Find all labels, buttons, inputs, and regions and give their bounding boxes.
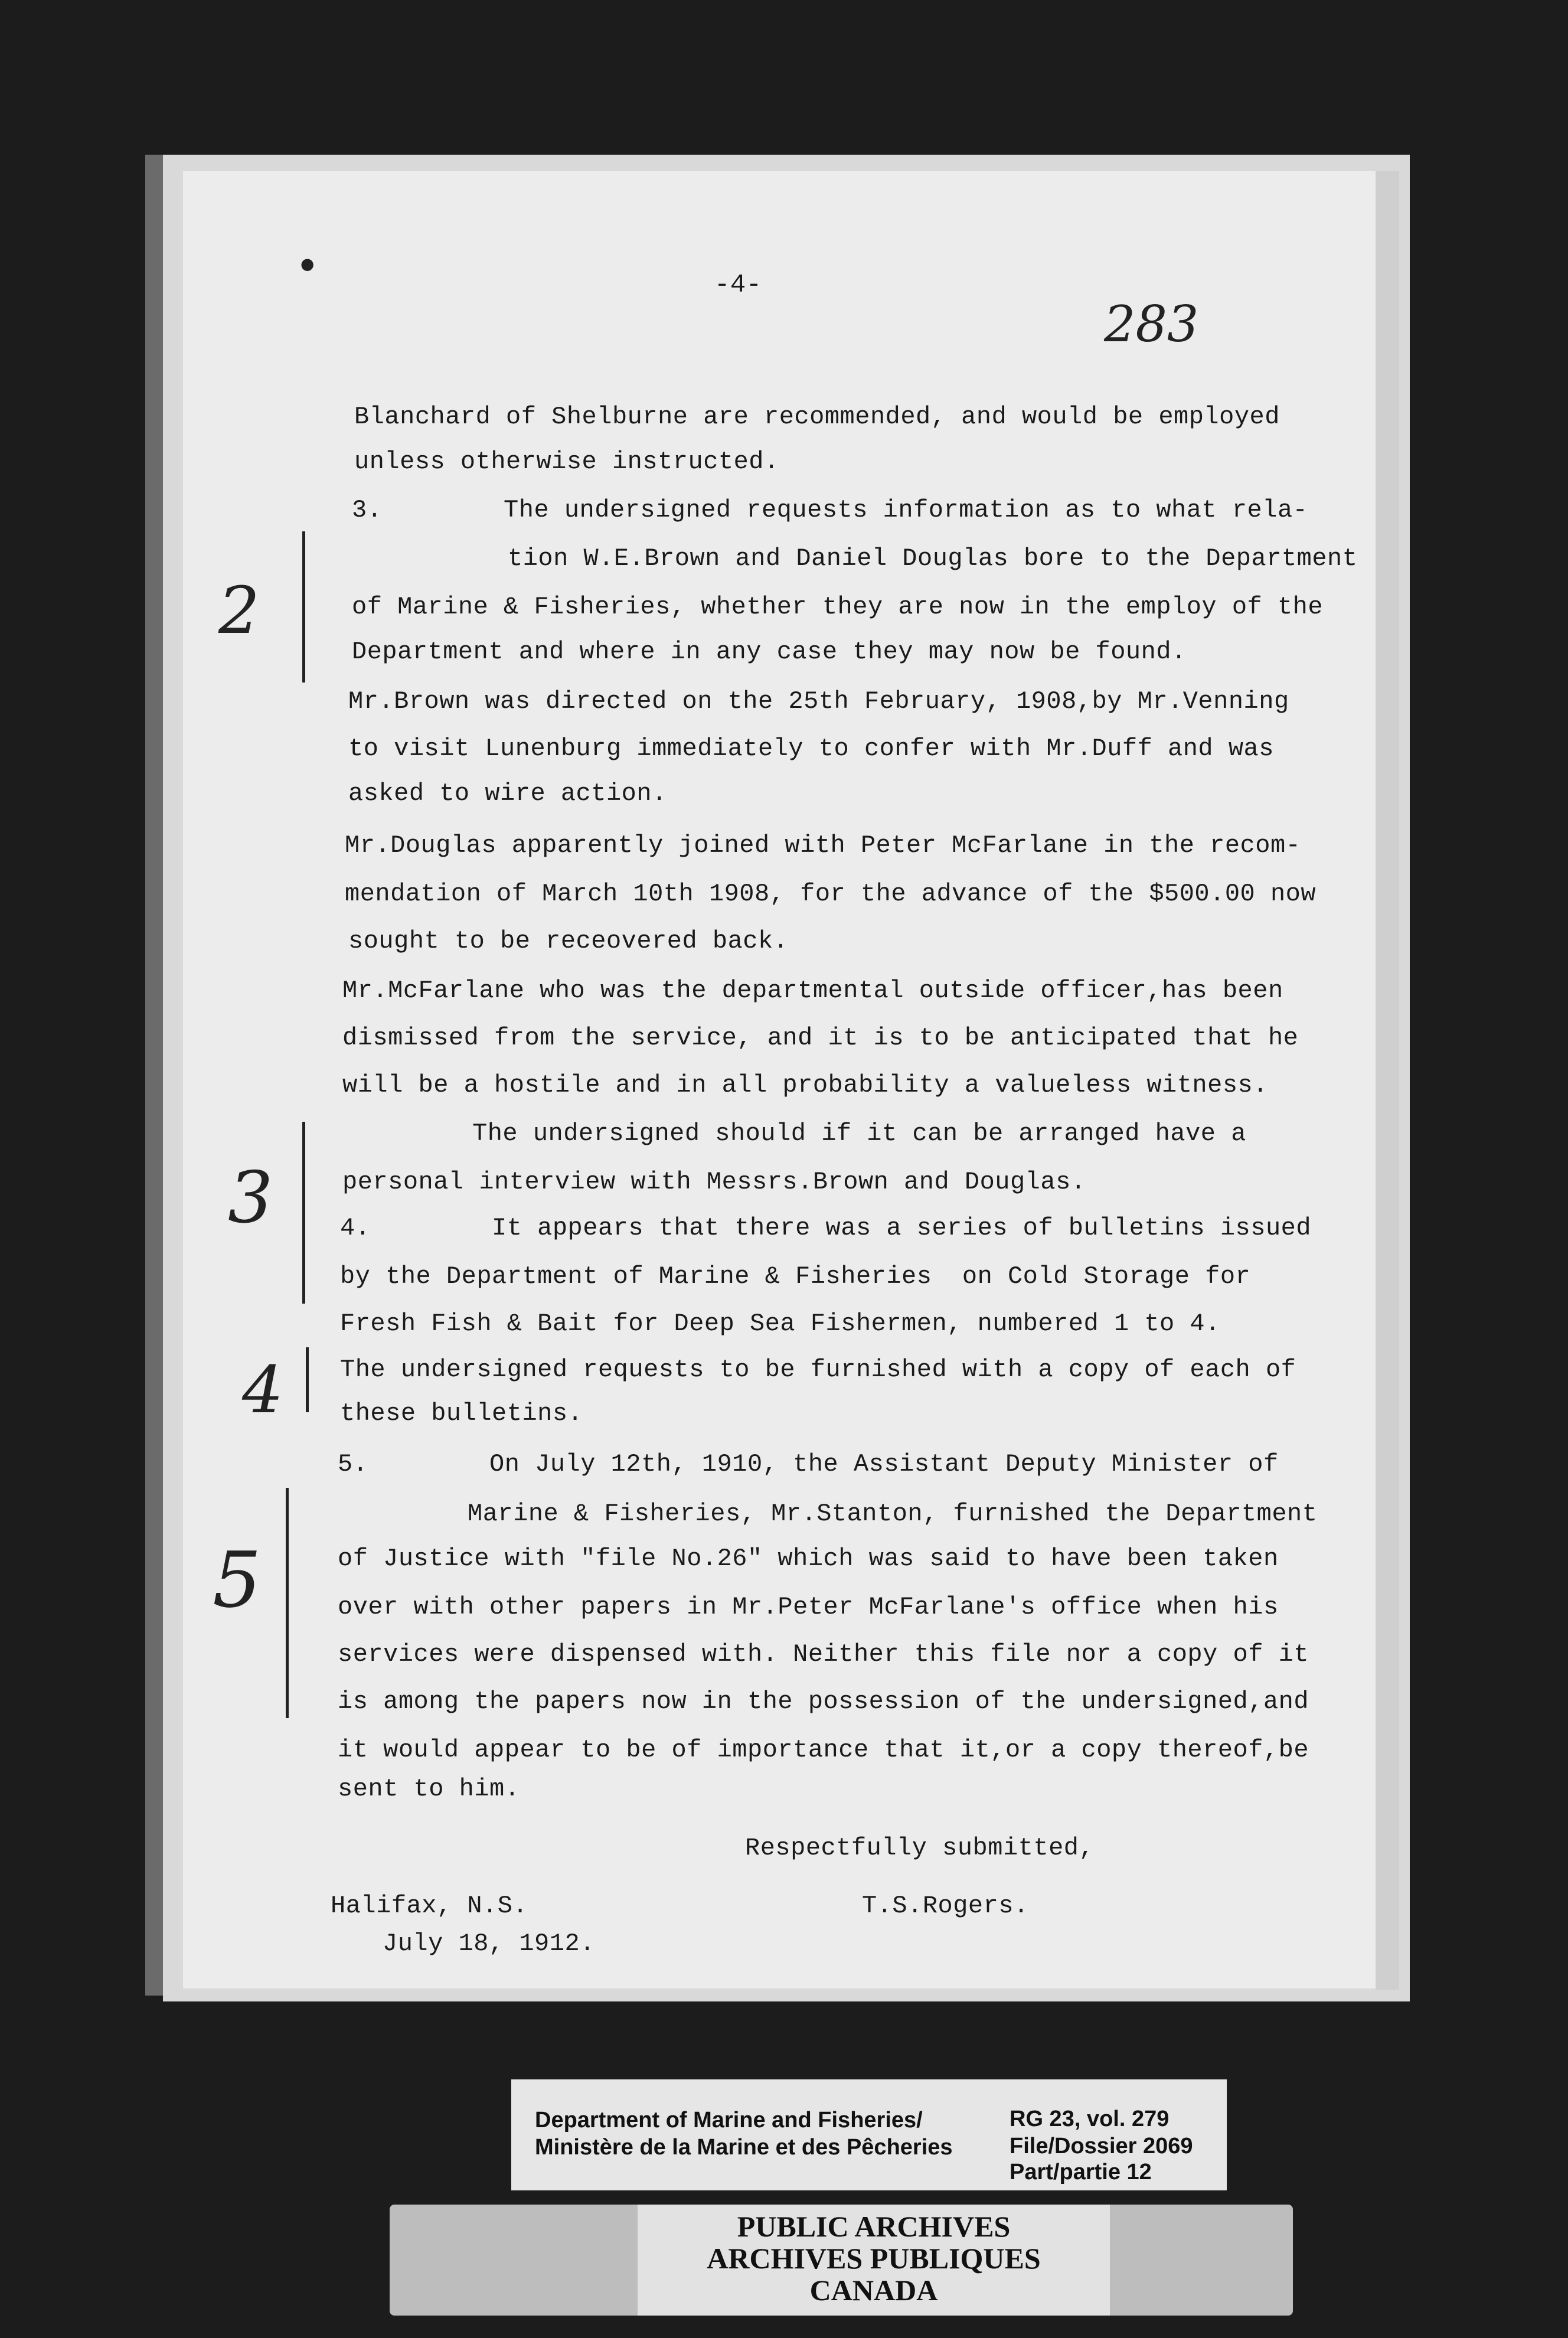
text-line: these bulletins. (340, 1399, 583, 1428)
public-archives-stamp (390, 2205, 1293, 2316)
text-line: Department and where in any case they may now be found. (352, 638, 1187, 666)
signature: T.S.Rogers. (862, 1892, 1029, 1920)
part-number: Part/partie 12 (1010, 2160, 1152, 2184)
record-group: RG 23, vol. 279 (1010, 2107, 1170, 2131)
text-line: Mr.Douglas apparently joined with Peter McFarlane in the recom- (345, 831, 1301, 860)
text-line: Marine & Fisheries, Mr.Stanton, furnished the Department (468, 1500, 1318, 1528)
handwritten-folio: 283 (1104, 295, 1199, 353)
page-edge (1376, 171, 1399, 1990)
text-line: personal interview with Messrs.Brown and Douglas. (342, 1168, 1086, 1196)
page-number: -4- (714, 270, 762, 300)
text-line: services were dispensed with. Neither this file nor a copy of it (338, 1640, 1309, 1668)
text-line: The undersigned requests to be furnished with a copy of each of (340, 1356, 1296, 1384)
text-line: asked to wire action. (348, 779, 667, 808)
stamp-line-2: ARCHIVES PUBLIQUES (707, 2242, 1041, 2275)
text-line: mendation of March 10th 1908, for the advance of the $500.00 now (345, 880, 1317, 908)
department-english: Department of Marine and Fisheries/ (535, 2108, 923, 2133)
margin-number: 5 (213, 1535, 262, 1625)
text-line: 5. On July 12th, 1910, the Assistant Deputy Minister of (338, 1450, 1279, 1478)
department-french: Ministère de la Marine et des Pêcheries (535, 2135, 953, 2160)
stamp-line-1: PUBLIC ARCHIVES (737, 2210, 1011, 2243)
text-line: of Justice with "file No.26" which was said to have been taken (338, 1544, 1279, 1573)
text-line: Blanchard of Shelburne are recommended, and would be employed (354, 403, 1280, 431)
margin-bracket (306, 1347, 309, 1412)
text-line: to visit Lunenburg immediately to confer with Mr.Duff and was (348, 734, 1274, 763)
margin-number: 2 (218, 573, 260, 648)
text-line: Fresh Fish & Bait for Deep Sea Fishermen, numbered 1 to 4. (340, 1310, 1220, 1338)
archive-reference-label (511, 2079, 1227, 2190)
stamp-inner (638, 2205, 1110, 2316)
text-line: will be a hostile and in all probability a valueless witness. (342, 1071, 1268, 1099)
text-line: is among the papers now in the possession of the undersigned,and (338, 1687, 1309, 1716)
text-line: 4. It appears that there was a series of bulletins issued (340, 1214, 1312, 1242)
margin-bracket (286, 1488, 289, 1718)
text-line: sent to him. (338, 1775, 520, 1803)
place-line: Halifax, N.S. (331, 1892, 528, 1920)
text-line: over with other papers in Mr.Peter McFarlane's office when his (338, 1593, 1279, 1621)
text-line: Mr.McFarlane who was the departmental outside officer,has been (342, 977, 1283, 1005)
margin-number: 3 (228, 1157, 273, 1239)
text-line: The undersigned should if it can be arranged have a (472, 1119, 1246, 1148)
text-line: of Marine & Fisheries, whether they are now in the employ of the (352, 593, 1324, 621)
closing-text: Respectfully submitted, (745, 1834, 1095, 1862)
corner-mark: • (295, 242, 320, 290)
text-line: 3. The undersigned requests information as to what rela- (352, 496, 1308, 524)
text-line: tion W.E.Brown and Daniel Douglas bore to the Department (508, 544, 1358, 573)
margin-bracket (302, 531, 305, 683)
text-line: sought to be receovered back. (348, 927, 789, 955)
text-line: unless otherwise instructed. (354, 448, 779, 476)
margin-number: 4 (242, 1352, 283, 1428)
stamp-line-3: CANADA (809, 2274, 938, 2307)
file-number: File/Dossier 2069 (1010, 2134, 1193, 2159)
date-line: July 18, 1912. (383, 1929, 595, 1958)
text-line: Mr.Brown was directed on the 25th February, 1908,by Mr.Venning (348, 687, 1289, 716)
text-line: it would appear to be of importance that it,or a copy thereof,be (338, 1736, 1309, 1764)
text-line: dismissed from the service, and it is to be anticipated that he (342, 1024, 1299, 1052)
margin-bracket (302, 1240, 305, 1304)
text-line: by the Department of Marine & Fisheries on Cold Storage for (340, 1262, 1251, 1291)
